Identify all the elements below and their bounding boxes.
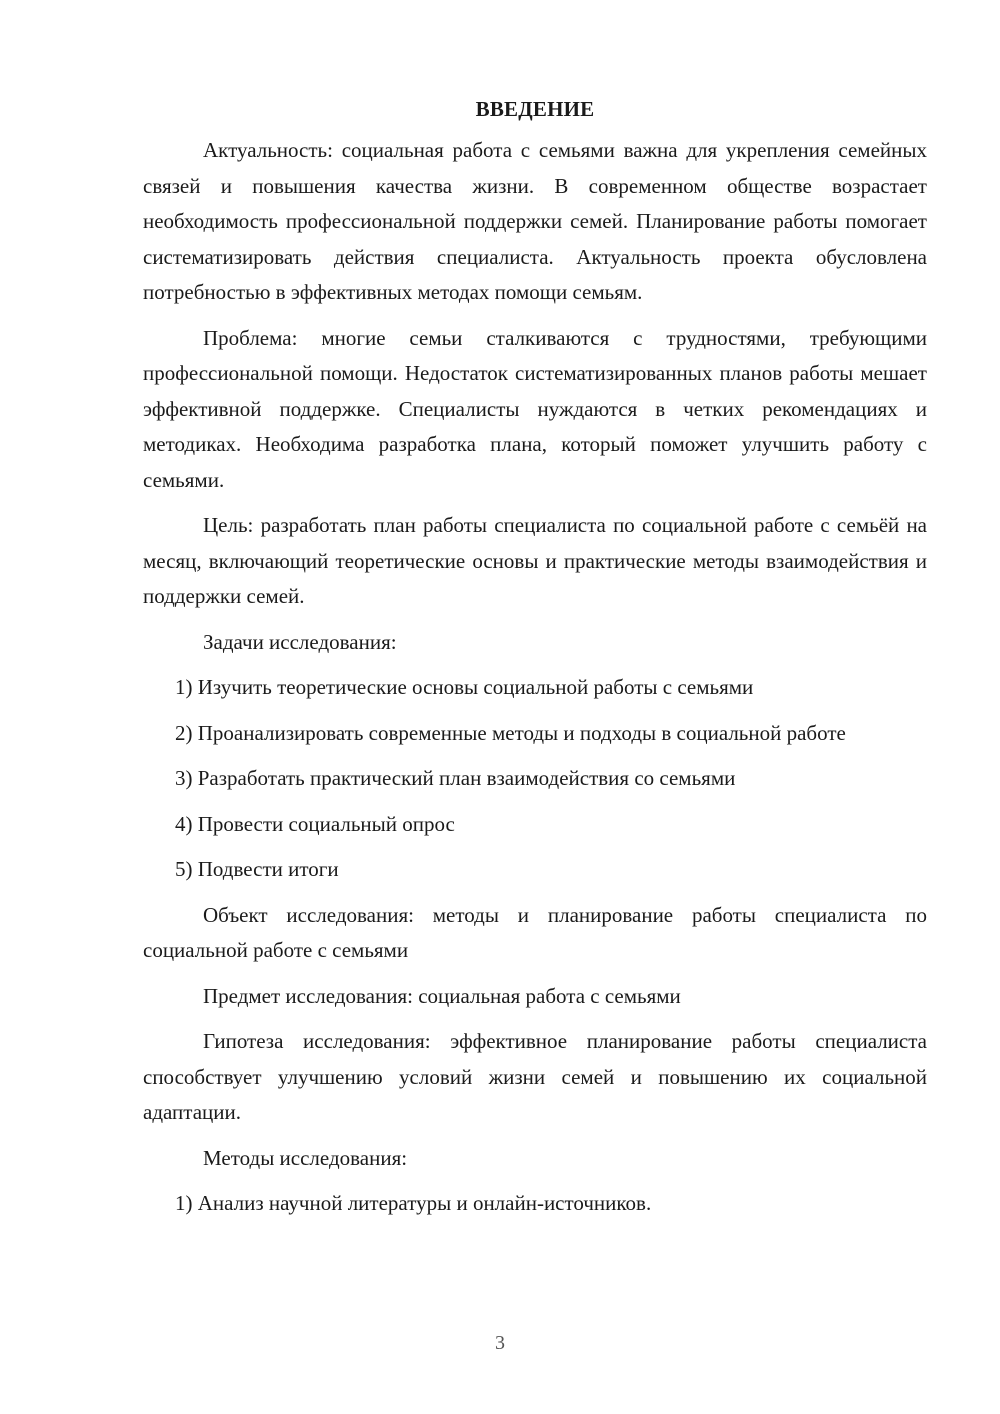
task-item-2: 2) Проанализировать современные методы и подходы в социальной работе bbox=[175, 720, 846, 745]
paragraph-problem: Проблема: многие семьи сталкиваются с трудностями, требующими профессиональной помощи. Недостаток систематизированных планов работы мешает эффективной поддержке. Специалисты нуждаются в четких рекомендациях и методиках. Необходима разработка плана, который поможет улучшить работу с семьями. bbox=[143, 325, 927, 492]
paragraph-goal: Цель: разработать план работы специалиста по социальной работе с семьёй на месяц, включающий теоретические основы и практические методы взаимодействия и поддержки семей. bbox=[143, 513, 927, 608]
task-item-4: 4) Провести социальный опрос bbox=[175, 811, 455, 836]
tasks-heading: Задачи исследования: bbox=[203, 629, 397, 654]
document-title: ВВЕДЕНИЕ bbox=[475, 97, 595, 121]
paragraph-subject: Предмет исследования: социальная работа с семьями bbox=[203, 983, 681, 1008]
task-item-5: 5) Подвести итоги bbox=[175, 857, 339, 881]
method-item-1: 1) Анализ научной литературы и онлайн-источников. bbox=[175, 1191, 652, 1215]
task-item-3: 3) Разработать практический план взаимодействия со семьями bbox=[175, 766, 736, 790]
page-number: 3 bbox=[495, 1332, 505, 1354]
task-item-1: 1) Изучить теоретические основы социальной работы с семьями bbox=[175, 675, 754, 699]
paragraph-hypothesis: Гипотеза исследования: эффективное планирование работы специалиста способствует улучшению условий жизни семей и повышению их социальной адаптации. bbox=[143, 1029, 927, 1124]
paragraph-relevance: Актуальность: социальная работа с семьями важна для укрепления семейных связей и повышения качества жизни. В современном обществе возрастает необходимость профессиональной поддержки семей. Планирование работы помогает систематизировать действия специалиста. Актуальность проекта обусловлена потребностью в эффективных методах помощи семьям. bbox=[143, 138, 927, 304]
paragraph-object: Объект исследования: методы и планирование работы специалиста по социальной работе с семьями bbox=[143, 902, 927, 962]
methods-heading: Методы исследования: bbox=[203, 1145, 408, 1170]
document-body bbox=[143, 92, 927, 1222]
